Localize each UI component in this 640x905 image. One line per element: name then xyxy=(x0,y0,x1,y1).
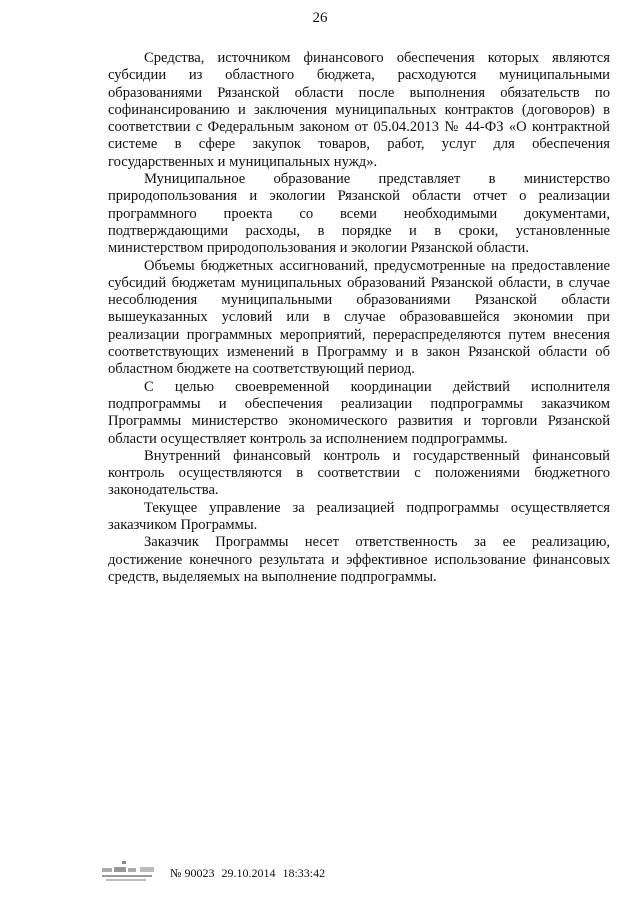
registration-number: № 90023 xyxy=(170,866,215,880)
paragraph: Средства, источником финансового обеспечения которых являются субсидии из областного бюджета, расходуются муниципальными образованиями Рязанской области после выполнения обязательств по софинансированию и заключения муниципальных контрактов (договоров) в соответствии с Федеральным законом от 05.04.2013 № 44-ФЗ «О контрактной системе в сфере закупок товаров, работ, услуг для обеспечения государственных и муниципальных нужд». xyxy=(108,50,610,170)
registration-date: 29.10.2014 xyxy=(221,866,276,880)
document-footer xyxy=(100,860,360,884)
paragraph: Объемы бюджетных ассигнований, предусмотренные на предоставление субсидий бюджетам муниципальных образований Рязанской области, в случае несоблюдения муниципальными образованиями Рязанской области вышеуказанных условий или в случае образовавшейся экономии при реализации программных мероприятий, перераспределяются путем внесения соответствующих изменений в Программу и в закон Рязанской области об областном бюджете на соответствующий период. xyxy=(108,257,610,378)
paragraph: С целью своевременной координации действий исполнителя подпрограммы и обеспечения реализации подпрограммы заказчиком Программы министерство экономического развития и торговли Рязанской области осуществляет контроль за исполнением подпрограммы. xyxy=(108,378,610,447)
document-body xyxy=(108,50,610,586)
paragraph: Заказчик Программы несет ответственность за ее реализацию, достижение конечного результата и эффективное использование финансовых средств, выделяемых на выполнение подпрограммы. xyxy=(108,534,610,585)
registration-time: 18:33:42 xyxy=(282,866,326,880)
paragraph: Внутренний финансовый контроль и государственный финансовый контроль осуществляются в соответствии с положениями бюджетного законодательства. xyxy=(108,447,610,499)
paragraph: Текущее управление за реализацией подпрограммы осуществляется заказчиком Программы. xyxy=(108,499,610,534)
paragraph: Муниципальное образование представляет в министерство природопользования и экологии Рязанской области отчет о реализации программного проекта со всеми необходимыми документами, подтверждающими расходы, в порядке и в сроки, установленные министерством природопользования и экологии Рязанской области. xyxy=(108,171,610,257)
document-registration-stamp xyxy=(170,866,329,880)
stamp-logo-icon xyxy=(100,860,164,884)
page-number: 26 xyxy=(312,10,328,26)
